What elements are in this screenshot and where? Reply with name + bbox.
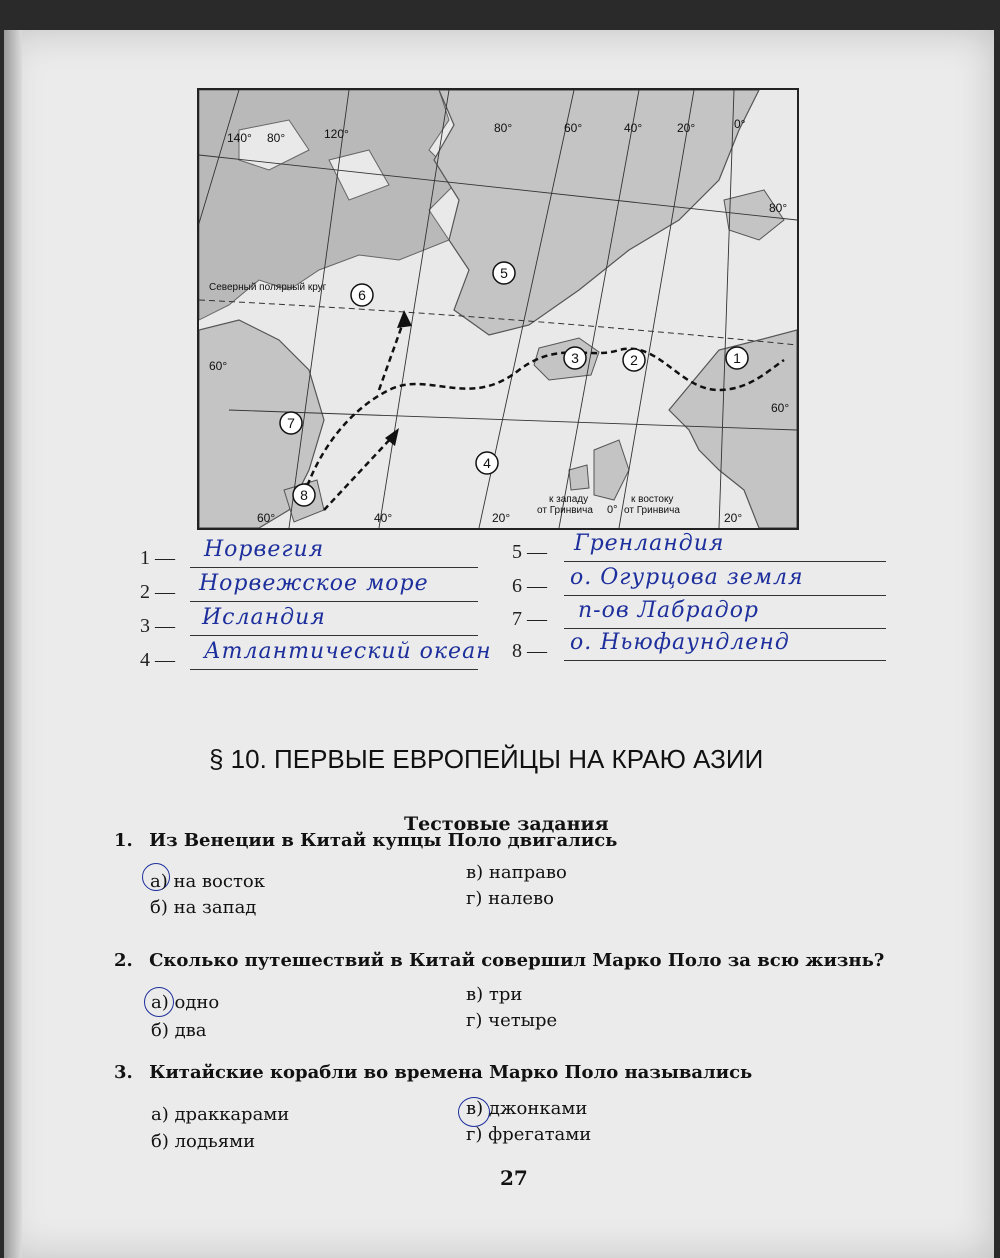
answer-text-7: п-ов Лабрадор — [578, 598, 760, 623]
lon-label-40: 40° — [624, 121, 643, 135]
answer-line-5[interactable] — [564, 561, 886, 562]
answer-text-8: о. Ньюфаундленд — [570, 630, 790, 655]
q1-option-a[interactable]: а) на восток — [150, 871, 266, 892]
marker-2 — [623, 349, 645, 371]
lon-label-40-bottom: 40° — [374, 511, 393, 525]
answer-text-6: о. Огурцова земля — [570, 565, 804, 590]
answer-number-5: 5 — — [512, 541, 547, 563]
question-2-text: Сколько путешествий в Китай совершил Марко Поло за всю жизнь? — [149, 950, 885, 971]
marker-7 — [280, 412, 302, 434]
lon-label-60: 60° — [564, 121, 583, 135]
q3-option-a[interactable]: а) драккарами — [151, 1104, 290, 1125]
lon-label-120: 120° — [324, 127, 349, 141]
book-spine — [4, 30, 22, 1258]
svg-text:1: 1 — [733, 350, 741, 366]
answer-number-1: 1 — — [140, 547, 175, 569]
marker-4 — [476, 452, 498, 474]
answer-text-3: Исландия — [202, 605, 326, 630]
svg-text:3: 3 — [571, 350, 579, 366]
lon-label-80: 80° — [267, 131, 286, 145]
marker-3 — [564, 347, 586, 369]
section-title: § 10. ПЕРВЫЕ ЕВРОПЕЙЦЫ НА КРАЮ АЗИИ — [209, 744, 764, 774]
q3-option-v[interactable]: в) джонками — [466, 1098, 588, 1119]
answer-line-1[interactable] — [190, 567, 478, 568]
svg-text:6: 6 — [358, 287, 366, 303]
map-drawing — [199, 90, 797, 528]
q2-option-a[interactable]: а) одно — [151, 992, 220, 1013]
question-1-number: 1. — [114, 830, 133, 851]
answer-number-6: 6 — — [512, 575, 547, 597]
answer-line-2[interactable] — [190, 601, 478, 602]
arctic-circle-label: Северный полярный круг — [209, 282, 327, 293]
answer-line-3[interactable] — [190, 635, 478, 636]
question-1-text: Из Венеции в Китай купцы Поло двигались — [149, 830, 618, 851]
map-north-atlantic — [197, 88, 799, 530]
svg-text:4: 4 — [483, 455, 491, 471]
question-3-number: 3. — [114, 1062, 133, 1083]
answer-text-4: Атлантический океан — [204, 639, 492, 664]
svg-text:5: 5 — [500, 265, 508, 281]
lat-label-60e: 60° — [771, 401, 790, 415]
lon-label-20-bottom: 20° — [492, 511, 511, 525]
lat-label-80: 80° — [769, 201, 788, 215]
answer-text-5: Гренландия — [574, 531, 725, 556]
east-label: к востоку от Гринвича — [624, 494, 680, 516]
page-number: 27 — [500, 1166, 528, 1190]
lon-label-140: 140° — [227, 131, 252, 145]
q1-option-g[interactable]: г) налево — [466, 888, 554, 909]
answer-text-2: Норвежское море — [199, 571, 429, 596]
svg-text:8: 8 — [300, 487, 308, 503]
lon-label-60-bottom: 60° — [257, 511, 276, 525]
question-2-number: 2. — [114, 950, 133, 971]
lat-label-60: 60° — [209, 359, 228, 373]
question-3-text: Китайские корабли во времена Марко Поло назывались — [149, 1062, 753, 1083]
question-3 — [114, 1062, 752, 1083]
lon-label-0: 0° — [734, 117, 746, 131]
marker-6 — [351, 284, 373, 306]
question-1 — [114, 830, 617, 851]
prime-meridian-label: 0° — [607, 504, 618, 516]
q2-option-v[interactable]: в) три — [466, 984, 523, 1005]
svg-text:2: 2 — [630, 352, 638, 368]
question-2 — [114, 950, 884, 971]
q1-option-b[interactable]: б) на запад — [150, 897, 257, 918]
lon-label-20e-bottom: 20° — [724, 511, 743, 525]
west-label: к западу от Гринвича — [537, 494, 593, 516]
q3-option-g[interactable]: г) фрегатами — [466, 1124, 592, 1145]
answer-line-7[interactable] — [564, 628, 886, 629]
subtitle: Тестовые задания — [404, 813, 609, 835]
answer-number-2: 2 — — [140, 581, 175, 603]
q2-option-b[interactable]: б) два — [151, 1020, 207, 1041]
q1-option-v[interactable]: в) направо — [466, 862, 567, 883]
answer-line-4[interactable] — [190, 669, 478, 670]
q2-option-g[interactable]: г) четыре — [466, 1010, 558, 1031]
svg-text:7: 7 — [287, 415, 295, 431]
answer-number-8: 8 — — [512, 640, 547, 662]
lon-label-20: 20° — [677, 121, 696, 135]
q3-option-b[interactable]: б) лодьями — [151, 1131, 256, 1152]
answer-text-1: Норвегия — [204, 537, 325, 562]
lon-label-80b: 80° — [494, 121, 513, 135]
answer-number-3: 3 — — [140, 615, 175, 637]
answer-number-7: 7 — — [512, 608, 547, 630]
answer-line-6[interactable] — [564, 595, 886, 596]
marker-1 — [726, 347, 748, 369]
answer-number-4: 4 — — [140, 649, 175, 671]
marker-5 — [493, 262, 515, 284]
answer-line-8[interactable] — [564, 660, 886, 661]
marker-8 — [293, 484, 315, 506]
workbook-page — [4, 30, 994, 1258]
